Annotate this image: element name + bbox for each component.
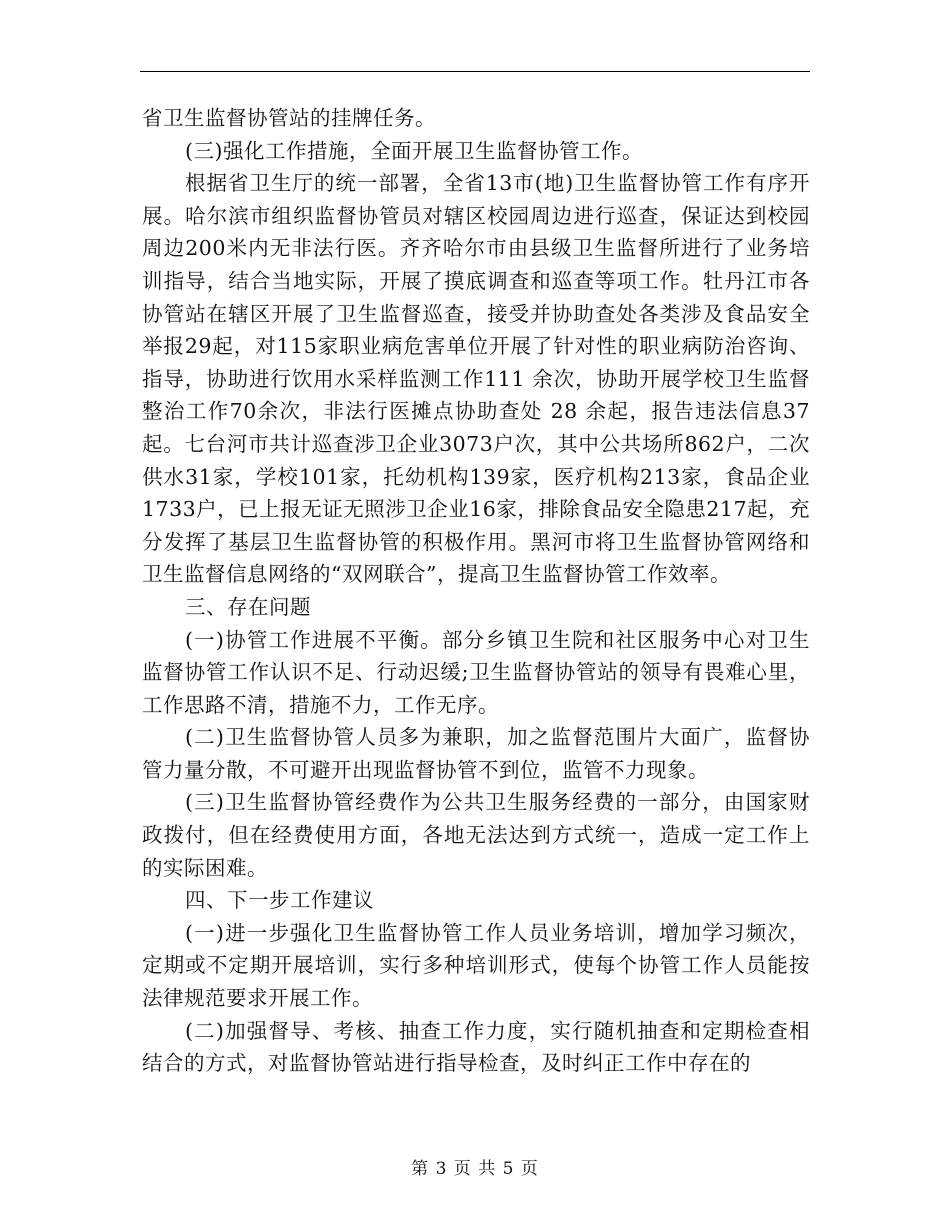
paragraph: 省卫生监督协管站的挂牌任务。 (142, 106, 436, 130)
paragraph: (一)进一步强化卫生监督协管工作人员业务培训，增加学习频次，定期或不定期开展培训，实行多种培训形式，使每个协管工作人员能按法律规范要求开展工作。 (142, 920, 810, 1011)
paragraph: (一)协管工作进展不平衡。部分乡镇卫生院和社区服务中心对卫生监督协管工作认识不足、行动迟缓;卫生监督协管站的领导有畏难心里，工作思路不清，措施不力，工作无序。 (142, 627, 810, 717)
paragraph: (二)卫生监督协管人员多为兼职，加之监督范围片大面广，监督协管力量分散，不可避开出现监督协管不到位，监管不力现象。 (142, 725, 810, 782)
paragraph: (三)卫生监督协管经费作为公共卫生服务经费的一部分，由国家财政拨付，但在经费使用方面，各地无法达到方式统一，造成一定工作上的实际困难。 (142, 790, 810, 880)
section-heading: 四、下一步工作建议 (185, 888, 374, 913)
header-divider (140, 71, 810, 72)
document-body (142, 102, 810, 1080)
paragraph: (二)加强督导、考核、抽查工作力度，实行随机抽查和定期检查相结合的方式，对监督协管站进行指导检查，及时纠正工作中存在的 (142, 1018, 810, 1076)
paragraph: 根据省卫生厅的统一部署，全省13市(地)卫生监督协管工作有序开展。哈尔滨市组织监督协管员对辖区校园周边进行巡查，保证达到校园周边200米内无非法行医。齐齐哈尔市由县级卫生监督所进行了业务培训指导，结合当地实际，开展了摸底调查和巡查等项工作。牡丹江市各协管站在辖区开展了卫生监督巡查，接受并协助查处各类涉及食品安全举报29起，对115家职业病危害单位开展了针对性的职业病防治咨询、指导，协助进行饮用水采样监测工作111 余次，协助开展学校卫生监督整治工作70余次，非法行医摊点协助查处 28 余起，报告违法信息37起。七台河市共计巡查涉卫企业3073户次，其中公共场所862户，二次供水31家，学校101家，托幼机构139家，医疗机构213家，食品企业1733户，已上报无证无照涉卫企业16家，排除食品安全隐患217起，充分发挥了基层卫生监督协管的积极作用。黑河市将卫生监督协管网络和卫生监督信息网络的“双网联合”，提高卫生监督协管工作效率。 (142, 171, 810, 587)
paragraph: (三)强化工作措施，全面开展卫生监督协管工作。 (185, 138, 643, 163)
page-footer (0, 1154, 950, 1179)
page-number: 第 3 页 共 5 页 (411, 1159, 539, 1179)
section-heading: 三、存在问题 (185, 594, 311, 619)
